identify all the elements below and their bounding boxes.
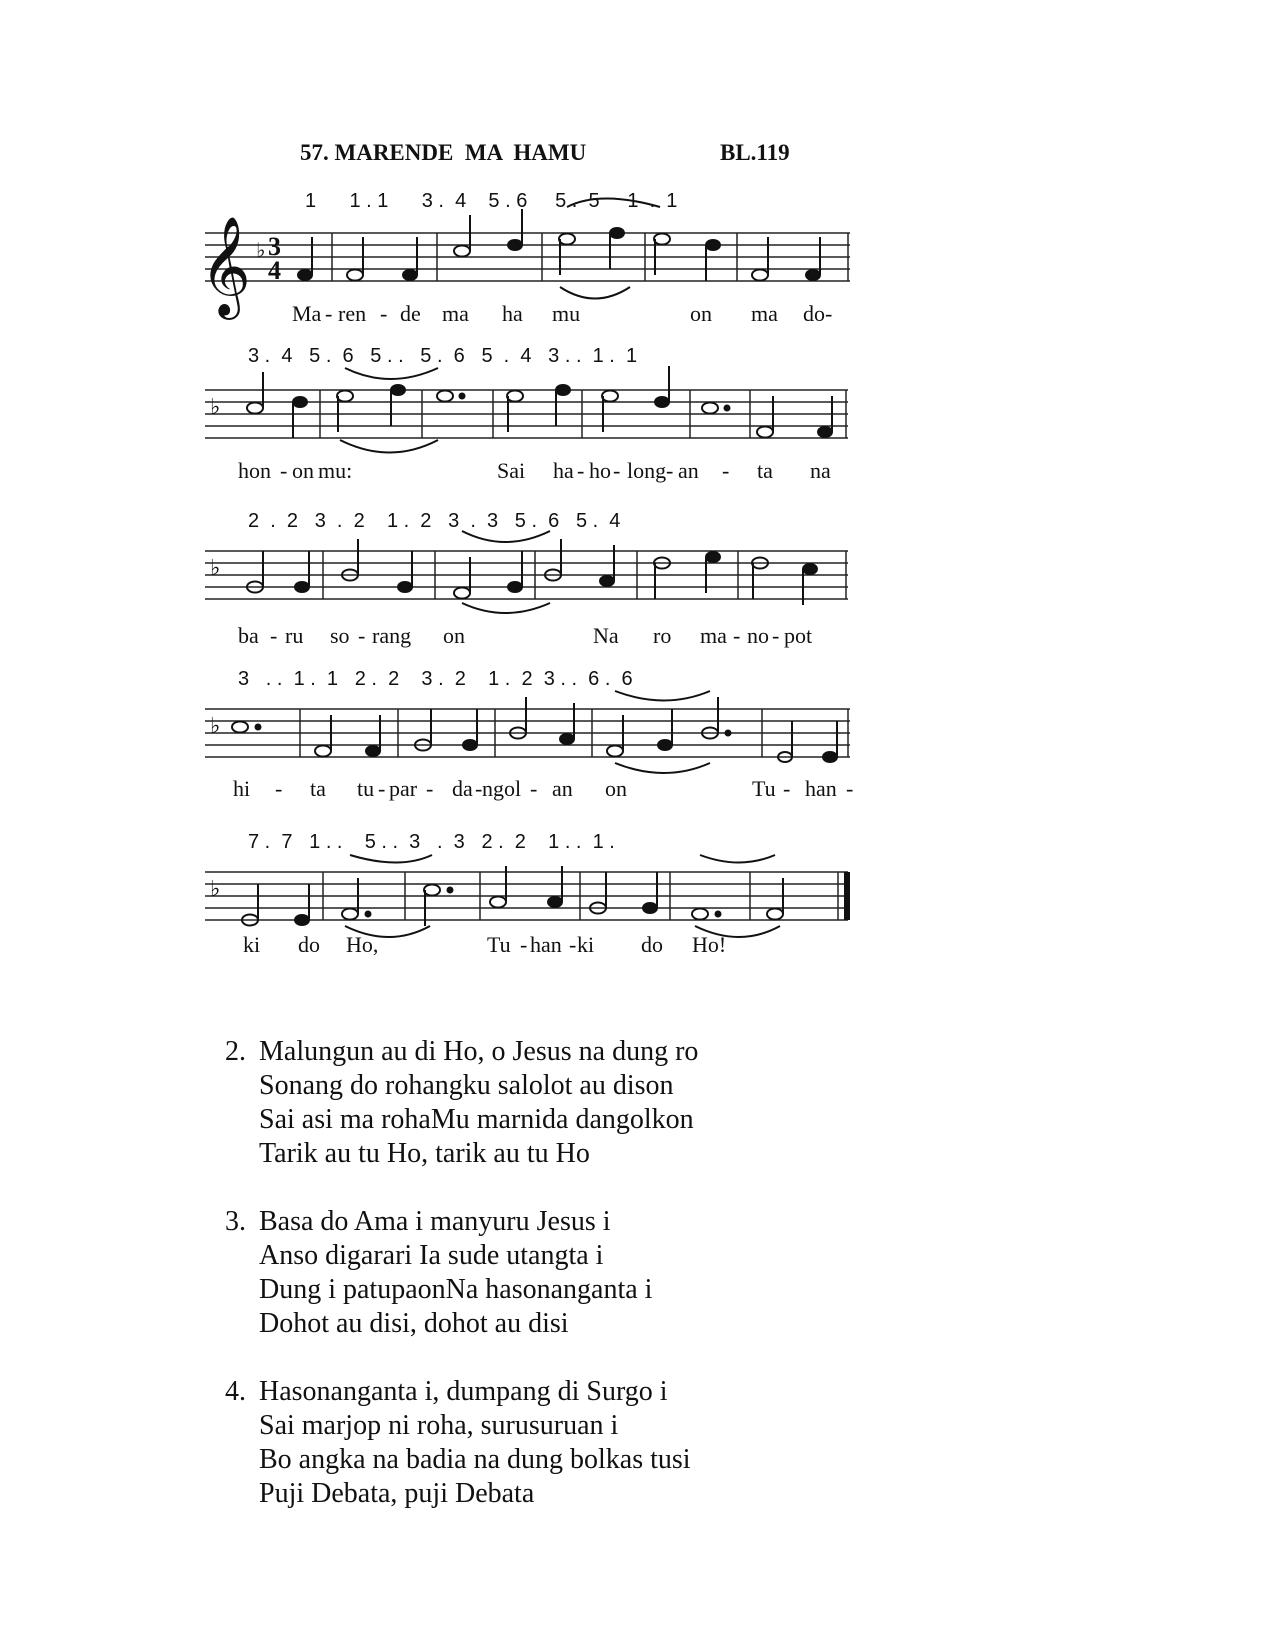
lyrics-2 [0,340,1275,490]
verse-number: 3. [225,1206,246,1237]
lyric-syllable: on [690,301,712,326]
time-signature-top: 3 [268,232,281,261]
lyric-syllable: on [605,776,627,801]
lyric-hyphen: - [380,301,388,326]
lyric-syllable: ha [502,301,523,326]
lyric-syllable: ma [751,301,778,326]
lyric-syllable: tu [357,776,375,801]
lyric-syllable: ta [757,458,773,483]
lyric-hyphen: - [475,776,483,801]
lyric-syllable: par [389,776,418,801]
lyric-syllable: long [627,458,667,483]
lyric-syllable: do [298,932,320,957]
music-system-1 [0,185,1275,335]
verse-line: Sai marjop ni roha, surusuruan i [259,1410,619,1441]
verses [225,1035,1025,1545]
lyrics-3 [0,505,1275,655]
verse-4 [225,1375,1025,1511]
lyric-hyphen: - [280,458,288,483]
hymn-reference: BL.119 [720,140,790,165]
lyric-hyphen: - [783,776,791,801]
hymn-title: 57. MARENDE MA HAMU [300,140,587,165]
lyric-syllable: ba [238,623,259,648]
lyric-syllable: han [805,776,837,801]
lyric-syllable: on [443,623,465,648]
lyric-syllable: rang [372,623,412,648]
lyric-syllable: so [330,623,350,648]
lyric-syllable: Sai [497,458,526,483]
cipher-line-5: 7 . 7 1 . . 5 . . 3 . 3 2 . 2 1 . . 1 . [248,831,615,853]
verse-line: Tarik au tu Ho, tarik au tu Ho [259,1138,590,1169]
lyric-hyphen: - [378,776,386,801]
lyric-syllable: ren [338,301,367,326]
lyric-syllable: ma [442,301,469,326]
flat-icon: ♭ [210,876,221,901]
flat-icon: ♭ [210,555,221,580]
cipher-line-3: 2 . 2 3 . 2 1 . 2 3 . 3 5 . 6 5 . 4 [248,510,621,532]
hymn-title-block [300,140,820,180]
lyrics-4 [0,665,1275,815]
lyric-syllable: hi [233,776,251,801]
lyric-hyphen: - [325,301,333,326]
lyric-syllable: on [292,458,314,483]
lyric-syllable: ha [553,458,574,483]
cipher-line-1: 1 1 . 1 3 . 4 5 . 6 5 . 5 1 . 1 [305,190,678,212]
lyric-hyphen: - [722,458,730,483]
lyric-syllable: pot [784,623,813,648]
lyric-syllable: ki [243,932,261,957]
lyric-syllable: do [641,932,663,957]
verse-line: Sai asi ma rohaMu marnida dangolkon [259,1104,694,1135]
cipher-line-2: 3 . 4 5 . 6 5 . . 5 . 6 5 . 4 3 . . 1 . 1 [248,345,638,367]
lyric-hyphen: - [275,776,283,801]
verse-line: Puji Debata, puji Debata [259,1478,535,1509]
music-system-5 [0,830,1275,980]
lyric-syllable: ma [700,623,727,648]
lyric-hyphen: - [733,623,741,648]
lyrics-1 [0,185,1275,335]
lyric-syllable: de [400,301,421,326]
lyric-syllable: an [678,458,699,483]
verse-line: Malungun au di Ho, o Jesus na dung ro [259,1036,699,1067]
verse-line: Hasonanganta i, dumpang di Surgo i [259,1376,668,1407]
lyric-syllable: Tu [487,932,511,957]
lyric-hyphen: - [270,623,278,648]
lyric-hyphen: - [569,932,577,957]
music-system-3 [0,505,1275,655]
lyric-syllable: do- [803,301,833,326]
verse-3 [225,1205,1025,1341]
lyric-syllable: na [810,458,831,483]
lyric-hyphen: - [426,776,434,801]
lyric-hyphen: - [577,458,585,483]
lyric-syllable: mu: [318,458,353,483]
treble-clef-icon: 𝄞 [200,216,251,316]
cipher-line-4: 3 . . 1 . 1 2 . 2 3 . 2 1 . 2 3 . . 6 . 6 [238,668,633,690]
verse-line: Dohot au disi, dohot au disi [259,1308,569,1339]
music-system-2 [0,340,1275,490]
lyric-syllable: ngol [482,776,522,801]
verse-line: Anso digarari Ia sude utangta i [259,1240,604,1271]
lyric-syllable: da [452,776,473,801]
verse-2 [225,1035,1025,1171]
lyric-syllable: ru [285,623,304,648]
lyric-syllable: ki [577,932,595,957]
lyric-syllable: han [530,932,562,957]
lyric-syllable: no [747,623,769,648]
flat-icon: ♭ [210,713,221,738]
verse-line: Bo angka na badia na dung bolkas tusi [259,1444,691,1475]
lyric-syllable: Ho, [346,932,379,957]
time-signature-bottom: 4 [268,256,281,285]
verse-line: Dung i patupaonNa hasonanganta i [259,1274,653,1305]
flat-icon: ♭ [256,240,266,262]
verse-number: 2. [225,1036,246,1067]
flat-icon: ♭ [210,394,221,419]
lyric-syllable: mu [552,301,581,326]
lyric-syllable: Ho! [692,932,727,957]
lyric-syllable: ho [589,458,611,483]
lyrics-5 [0,830,1275,980]
lyric-syllable: hon [238,458,271,483]
music-system-4 [0,665,1275,815]
lyric-hyphen: - [358,623,366,648]
lyric-hyphen: - [530,776,538,801]
lyric-syllable: Tu [752,776,776,801]
lyric-syllable: Na [593,623,619,648]
lyric-hyphen: - [613,458,621,483]
lyric-hyphen: - [772,623,780,648]
lyric-hyphen: - [846,776,854,801]
lyric-hyphen: - [666,458,674,483]
verse-line: Basa do Ama i manyuru Jesus i [259,1206,611,1237]
lyric-syllable: an [552,776,573,801]
lyric-hyphen: - [520,932,528,957]
lyric-syllable: Ma [292,301,322,326]
verse-number: 4. [225,1376,246,1407]
lyric-syllable: ro [653,623,672,648]
lyric-syllable: ta [310,776,326,801]
verse-line: Sonang do rohangku salolot au dison [259,1070,674,1101]
